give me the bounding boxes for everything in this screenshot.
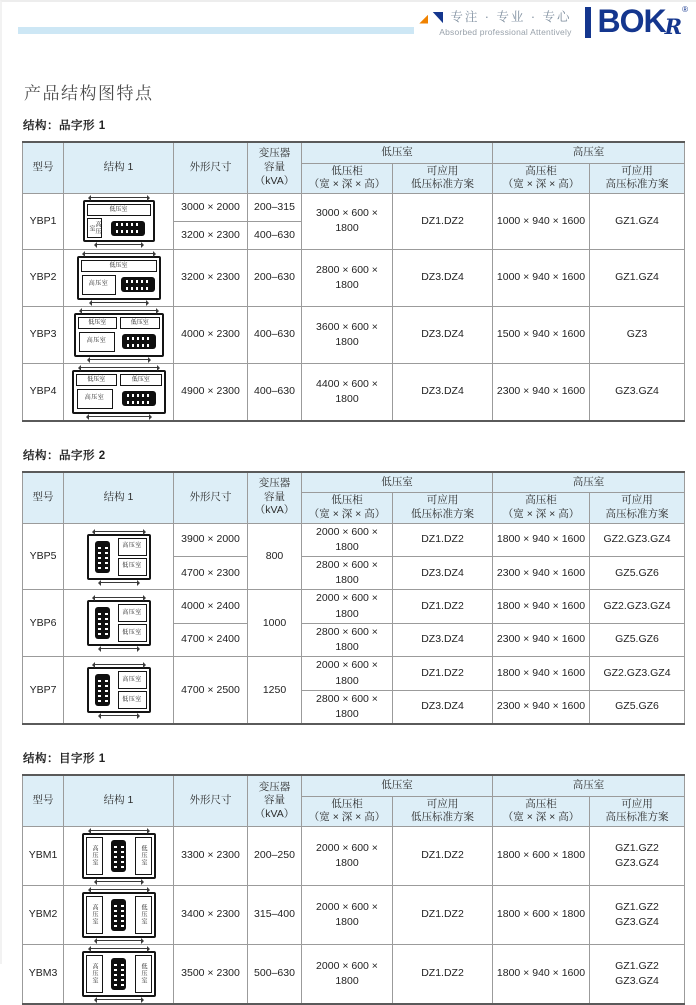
table-row-ybp1	[23, 193, 685, 221]
brand-block	[419, 3, 688, 39]
lv-plan-cell: DZ3.DZ4	[393, 249, 493, 306]
lv-room-label: 低压室	[140, 963, 146, 985]
col-header-hv-plan	[590, 493, 685, 523]
lv-plan-line1: 可应用	[426, 797, 459, 810]
table-row-ybp7	[23, 657, 685, 690]
lv-cabinet-cell: 2000 × 600 × 1800	[302, 885, 393, 944]
structure-diagram-ybp1	[66, 195, 171, 247]
col-header-lv-room: 低压室	[302, 142, 493, 163]
hv-plan-cell: GZ2.GZ3.GZ4	[590, 590, 685, 623]
dimension-arrow	[95, 940, 143, 941]
col-header-hv-plan	[590, 163, 685, 193]
spec-table-pin1	[22, 141, 685, 422]
lv-room-label: 低压室	[120, 317, 160, 329]
table-row-ybm2	[23, 885, 685, 944]
logo-triangle-blue-icon	[432, 12, 443, 24]
capacity-line3: （kVA）	[254, 174, 295, 187]
lv-cabinet-line1: 低压柜	[331, 164, 363, 177]
dimension-arrow	[95, 999, 143, 1000]
col-header-hv-cabinet	[493, 163, 590, 193]
dimensions-cell: 3300 × 2300	[174, 826, 248, 885]
col-header-lv-plan	[393, 796, 493, 826]
hv-room-box: 高压室	[118, 604, 147, 622]
tagline-english: Absorbed professional Attentively	[439, 26, 572, 37]
capacity-cell: 1250	[248, 657, 302, 724]
col-header-hv-cabinet	[493, 796, 590, 826]
lv-cabinet-line2: （宽 × 深 × 高）	[308, 507, 386, 520]
dimension-arrow	[89, 197, 149, 198]
col-header-lv-room: 低压室	[302, 775, 493, 796]
structure-cell	[64, 363, 174, 421]
logo-script-r: R	[664, 14, 683, 39]
col-header-dimensions: 外形尺寸	[174, 472, 248, 523]
model-cell: YBM3	[23, 944, 64, 1004]
dimension-arrow	[93, 531, 145, 532]
hv-room-box	[86, 837, 103, 875]
lv-room-box: 低压室	[118, 558, 147, 576]
col-header-lv-cabinet	[302, 796, 393, 826]
lv-cabinet-line1: 低压柜	[331, 797, 363, 810]
lv-cabinet-cell: 4400 × 600 × 1800	[302, 363, 393, 421]
page-title: 产品结构图特点	[24, 84, 154, 103]
capacity-cell: 200–315	[248, 193, 302, 221]
lv-room-label: 低压室	[87, 204, 151, 216]
hv-plan-line1: 可应用	[621, 797, 653, 810]
hv-cabinet-cell: 1800 × 940 × 1600	[493, 590, 590, 623]
hv-plan-cell	[590, 826, 685, 885]
capacity-cell: 400–630	[248, 363, 302, 421]
col-header-structure: 结构 1	[64, 472, 174, 523]
dimension-arrow	[99, 648, 139, 649]
lv-room-label: 低压室	[120, 374, 162, 386]
col-header-hv-room: 高压室	[493, 142, 685, 163]
col-header-structure: 结构 1	[64, 775, 174, 826]
hv-cabinet-cell: 2300 × 940 × 1600	[493, 690, 590, 724]
col-header-hv-room: 高压室	[493, 472, 685, 493]
hv-cabinet-line2: （宽 × 深 × 高）	[502, 507, 580, 520]
lv-plan-line1: 可应用	[426, 494, 459, 507]
hv-plan-line2: GZ3.GZ4	[615, 915, 659, 928]
lv-room-box: 低压室	[118, 624, 147, 642]
transformer-icon	[111, 840, 126, 872]
hv-cabinet-cell: 1800 × 600 × 1800	[493, 826, 590, 885]
structure-cell	[64, 523, 174, 590]
lv-plan-line2: 低压标准方案	[411, 507, 474, 520]
lv-plan-cell: DZ3.DZ4	[393, 690, 493, 724]
lv-cabinet-cell: 2800 × 600 × 1800	[302, 249, 393, 306]
model-cell: YBM1	[23, 826, 64, 885]
hv-room-box	[87, 218, 102, 238]
dimensions-cell: 4000 × 2300	[174, 306, 248, 363]
capacity-line3: （kVA）	[254, 807, 295, 820]
lv-room-label: 低压室	[76, 374, 118, 386]
table-row-ybp5	[23, 523, 685, 556]
hv-room-label: 高压室	[91, 904, 97, 926]
lv-cabinet-cell: 2000 × 600 × 1800	[302, 944, 393, 1004]
model-cell: YBM2	[23, 885, 64, 944]
col-header-dimensions: 外形尺寸	[174, 142, 248, 193]
hv-plan-line1: 可应用	[621, 164, 653, 177]
hv-cabinet-line1: 高压柜	[525, 494, 557, 507]
capacity-line2: 容量	[264, 794, 285, 807]
col-header-lv-cabinet	[302, 493, 393, 523]
dimensions-cell: 4700 × 2500	[174, 657, 248, 724]
lv-cabinet-cell: 2800 × 600 × 1800	[302, 623, 393, 656]
col-header-lv-room: 低压室	[302, 472, 493, 493]
hv-room-label: 高压室	[91, 963, 97, 985]
hv-cabinet-line2: （宽 × 深 × 高）	[502, 178, 580, 191]
hv-plan-cell: GZ2.GZ3.GZ4	[590, 657, 685, 690]
spec-table-mu1	[22, 774, 685, 1005]
structure-diagram-ybp5	[66, 529, 171, 585]
hv-cabinet-cell: 2300 × 940 × 1600	[493, 363, 590, 421]
hv-room-box	[86, 955, 103, 993]
page-header	[0, 0, 696, 52]
capacity-cell: 200–250	[248, 826, 302, 885]
logo-wordmark: BOK	[597, 3, 666, 39]
structure-cell	[64, 657, 174, 724]
col-header-structure: 结构 1	[64, 142, 174, 193]
page-content	[0, 79, 696, 1005]
hv-plan-cell: GZ2.GZ3.GZ4	[590, 523, 685, 556]
structure-cell	[64, 590, 174, 657]
col-header-hv-cabinet	[493, 493, 590, 523]
capacity-cell: 400–630	[248, 221, 302, 249]
structure-cell	[64, 193, 174, 249]
dimensions-cell: 3900 × 2000	[174, 523, 248, 556]
tagline-chinese: 专注 · 专业 · 专心	[450, 10, 572, 24]
transformer-icon	[95, 607, 110, 639]
hv-room-box: 高压室	[118, 538, 147, 556]
hv-cabinet-cell: 1500 × 940 × 1600	[493, 306, 590, 363]
section-title-pin1: 结构：品字形 1	[23, 120, 106, 132]
hv-cabinet-cell: 1000 × 940 × 1600	[493, 249, 590, 306]
lv-plan-cell: DZ3.DZ4	[393, 363, 493, 421]
table-row-ybp6	[23, 590, 685, 623]
transformer-icon	[111, 221, 145, 236]
hv-cabinet-cell: 1000 × 940 × 1600	[493, 193, 590, 249]
hv-room-label: 高压室	[91, 845, 97, 867]
structure-cell	[64, 885, 174, 944]
capacity-line2: 容量	[264, 161, 285, 174]
lv-plan-cell: DZ1.DZ2	[393, 944, 493, 1004]
hv-cabinet-cell: 2300 × 940 × 1600	[493, 623, 590, 656]
lv-cabinet-line1: 低压柜	[331, 494, 363, 507]
col-header-capacity	[248, 472, 302, 523]
section-title-pin2: 结构：品字形 2	[23, 449, 106, 462]
lv-room-label: 低压室	[78, 317, 118, 329]
lv-plan-cell: DZ1.DZ2	[393, 657, 493, 690]
model-cell: YBP7	[23, 657, 64, 724]
hv-room-label: 高压室	[88, 221, 100, 236]
dimension-arrow	[90, 302, 148, 303]
logo-divider-bar	[585, 7, 591, 38]
hv-cabinet-cell: 2300 × 940 × 1600	[493, 557, 590, 590]
dimension-arrow	[80, 310, 158, 311]
col-header-hv-room: 高压室	[493, 775, 685, 796]
lv-room-box	[135, 837, 152, 875]
capacity-cell: 400–630	[248, 306, 302, 363]
structure-cell	[64, 826, 174, 885]
table-row-ybp2	[23, 249, 685, 306]
hv-cabinet-cell: 1800 × 940 × 1600	[493, 523, 590, 556]
header-row-group	[23, 142, 685, 163]
lv-cabinet-cell: 2000 × 600 × 1800	[302, 657, 393, 690]
col-header-lv-cabinet	[302, 163, 393, 193]
hv-cabinet-line2: （宽 × 深 × 高）	[502, 811, 580, 824]
structure-cell	[64, 249, 174, 306]
lv-room-box	[135, 896, 152, 934]
hv-plan-line2: 高压标准方案	[605, 507, 669, 520]
transformer-icon	[121, 277, 155, 292]
lv-cabinet-line2: （宽 × 深 × 高）	[308, 178, 386, 191]
hv-plan-cell: GZ3	[590, 306, 685, 363]
hv-plan-cell	[590, 944, 685, 1004]
hv-plan-cell: GZ5.GZ6	[590, 690, 685, 724]
transformer-icon	[122, 334, 156, 349]
structure-diagram-ybm3	[66, 946, 171, 1002]
dimension-arrow	[79, 367, 159, 368]
col-header-model: 型号	[23, 775, 64, 826]
lv-cabinet-cell: 3000 × 600 × 1800	[302, 193, 393, 249]
col-header-lv-plan	[393, 493, 493, 523]
structure-diagram-ybp4	[66, 365, 171, 419]
hv-room-box: 高压室	[77, 389, 113, 409]
lv-cabinet-cell: 3600 × 600 × 1800	[302, 306, 393, 363]
dimensions-cell: 3500 × 2300	[174, 944, 248, 1004]
transformer-icon	[111, 899, 126, 931]
dimension-arrow	[88, 359, 150, 360]
hv-room-box	[86, 896, 103, 934]
hv-room-box: 高压室	[79, 332, 115, 352]
dimension-arrow	[89, 889, 149, 890]
col-header-capacity	[248, 775, 302, 826]
hv-plan-line2: 高压标准方案	[605, 811, 669, 824]
lv-room-label: 低压室	[81, 260, 157, 272]
hv-plan-line2: GZ3.GZ4	[615, 974, 659, 987]
table-row-ybm1	[23, 826, 685, 885]
hv-plan-line1: 可应用	[621, 494, 653, 507]
hv-plan-cell: GZ1.GZ4	[590, 249, 685, 306]
lv-cabinet-cell: 2800 × 600 × 1800	[302, 690, 393, 724]
company-logo	[585, 3, 688, 39]
dimensions-cell: 4700 × 2400	[174, 623, 248, 656]
model-cell: YBP2	[23, 249, 64, 306]
lv-plan-line1: 可应用	[426, 164, 459, 177]
lv-plan-cell: DZ1.DZ2	[393, 193, 493, 249]
registered-mark: ®	[682, 5, 688, 14]
capacity-line1: 变压器	[258, 147, 291, 160]
dimensions-cell: 4900 × 2300	[174, 363, 248, 421]
structure-cell	[64, 944, 174, 1004]
col-header-hv-plan	[590, 796, 685, 826]
lv-plan-cell: DZ3.DZ4	[393, 306, 493, 363]
structure-diagram-ybp3	[66, 308, 171, 362]
lv-plan-cell: DZ3.DZ4	[393, 623, 493, 656]
lv-plan-cell: DZ1.DZ2	[393, 590, 493, 623]
hv-plan-line1: GZ1.GZ2	[615, 959, 659, 972]
lv-plan-line2: 低压标准方案	[411, 178, 474, 191]
structure-diagram-ybm1	[66, 828, 171, 884]
hv-cabinet-line1: 高压柜	[525, 164, 557, 177]
table-row-ybp3	[23, 306, 685, 363]
capacity-line1: 变压器	[258, 477, 291, 490]
capacity-line3: （kVA）	[254, 504, 295, 517]
hv-plan-line2: 高压标准方案	[605, 178, 669, 191]
header-row-group	[23, 775, 685, 796]
model-cell: YBP6	[23, 590, 64, 657]
header-row-group	[23, 472, 685, 493]
dimensions-cell: 3200 × 2300	[174, 249, 248, 306]
capacity-cell: 800	[248, 523, 302, 590]
accent-bar	[18, 27, 414, 34]
hv-plan-cell: GZ5.GZ6	[590, 623, 685, 656]
table-row-ybm3	[23, 944, 685, 1004]
hv-cabinet-cell: 1800 × 600 × 1800	[493, 885, 590, 944]
brand-tagline	[419, 11, 571, 37]
lv-cabinet-line2: （宽 × 深 × 高）	[308, 811, 386, 824]
capacity-cell: 315–400	[248, 885, 302, 944]
lv-plan-line2: 低压标准方案	[411, 811, 474, 824]
col-header-model: 型号	[23, 142, 64, 193]
structure-diagram-ybp2	[66, 251, 171, 305]
dimensions-cell: 3200 × 2300	[174, 221, 248, 249]
dimension-arrow	[89, 948, 149, 949]
transformer-icon	[122, 391, 156, 406]
col-header-lv-plan	[393, 163, 493, 193]
capacity-cell: 500–630	[248, 944, 302, 1004]
model-cell: YBP4	[23, 363, 64, 421]
model-cell: YBP3	[23, 306, 64, 363]
transformer-icon	[111, 958, 126, 990]
lv-cabinet-cell: 2000 × 600 × 1800	[302, 523, 393, 556]
dimension-arrow	[83, 253, 155, 254]
col-header-dimensions: 外形尺寸	[174, 775, 248, 826]
structure-diagram-ybm2	[66, 887, 171, 943]
hv-plan-line2: GZ3.GZ4	[615, 856, 659, 869]
dimensions-cell: 3000 × 2000	[174, 193, 248, 221]
structure-diagram-ybp7	[66, 662, 171, 718]
capacity-cell: 1000	[248, 590, 302, 657]
dimension-arrow	[93, 597, 145, 598]
transformer-icon	[95, 674, 110, 706]
hv-plan-cell: GZ1.GZ4	[590, 193, 685, 249]
capacity-line1: 变压器	[258, 780, 291, 793]
hv-room-box: 高压室	[118, 671, 147, 689]
lv-room-label: 低压室	[140, 904, 146, 926]
hv-cabinet-cell: 1800 × 940 × 1600	[493, 944, 590, 1004]
dimension-arrow	[95, 881, 143, 882]
model-cell: YBP5	[23, 523, 64, 590]
section-title-mu1: 结构：目字形 1	[23, 753, 106, 766]
capacity-cell: 200–630	[248, 249, 302, 306]
lv-cabinet-cell: 2000 × 600 × 1800	[302, 826, 393, 885]
dimension-arrow	[99, 582, 139, 583]
dimensions-cell: 4000 × 2400	[174, 590, 248, 623]
logo-triangle-orange-icon	[419, 15, 428, 24]
lv-cabinet-cell: 2800 × 600 × 1800	[302, 557, 393, 590]
hv-plan-cell: GZ3.GZ4	[590, 363, 685, 421]
dimensions-cell: 4700 × 2300	[174, 557, 248, 590]
col-header-capacity	[248, 142, 302, 193]
dimension-arrow	[95, 244, 143, 245]
lv-plan-cell: DZ1.DZ2	[393, 523, 493, 556]
structure-diagram-ybp6	[66, 595, 171, 651]
hv-room-box: 高压室	[82, 275, 116, 295]
transformer-icon	[95, 541, 110, 573]
dimension-arrow	[87, 416, 151, 417]
model-cell: YBP1	[23, 193, 64, 249]
hv-plan-line1: GZ1.GZ2	[615, 841, 659, 854]
hv-cabinet-cell: 1800 × 940 × 1600	[493, 657, 590, 690]
hv-cabinet-line1: 高压柜	[525, 797, 557, 810]
dimensions-cell: 3400 × 2300	[174, 885, 248, 944]
lv-plan-cell: DZ1.DZ2	[393, 885, 493, 944]
col-header-model: 型号	[23, 472, 64, 523]
table-row-ybp4	[23, 363, 685, 421]
capacity-line2: 容量	[264, 490, 285, 503]
hv-plan-line1: GZ1.GZ2	[615, 900, 659, 913]
hv-plan-cell: GZ5.GZ6	[590, 557, 685, 590]
dimension-arrow	[93, 664, 145, 665]
spec-table-pin2	[22, 471, 685, 725]
lv-room-box: 低压室	[118, 691, 147, 709]
hv-plan-cell	[590, 885, 685, 944]
structure-cell	[64, 306, 174, 363]
lv-cabinet-cell: 2000 × 600 × 1800	[302, 590, 393, 623]
lv-plan-cell: DZ1.DZ2	[393, 826, 493, 885]
lv-plan-cell: DZ3.DZ4	[393, 557, 493, 590]
lv-room-box	[135, 955, 152, 993]
lv-room-label: 低压室	[140, 845, 146, 867]
dimension-arrow	[99, 715, 139, 716]
dimension-arrow	[89, 830, 149, 831]
